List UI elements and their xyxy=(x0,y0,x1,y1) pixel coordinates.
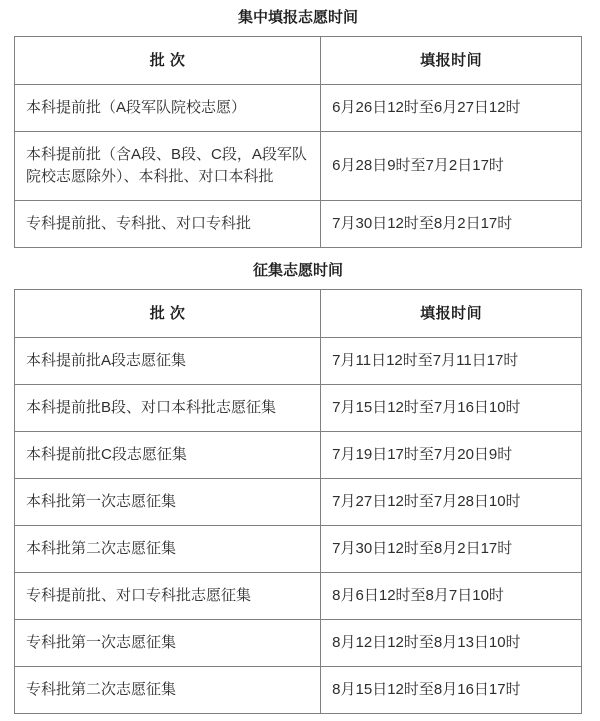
batch-cell: 本科批第二次志愿征集 xyxy=(15,526,321,573)
batch-cell: 本科提前批B段、对口本科批志愿征集 xyxy=(15,385,321,432)
time-cell: 8月6日12时至8月7日10时 xyxy=(321,573,582,620)
table-row xyxy=(15,338,582,385)
time-cell: 7月11日12时至7月11日17时 xyxy=(321,338,582,385)
section-centralized-schedule xyxy=(14,8,582,248)
batch-cell: 专科提前批、对口专科批志愿征集 xyxy=(15,573,321,620)
table-row xyxy=(15,620,582,667)
batch-cell: 本科提前批（A段军队院校志愿） xyxy=(15,85,321,132)
batch-column-header: 批 次 xyxy=(15,290,321,338)
batch-cell: 本科提前批（含A段、B段、C段，A段军队院校志愿除外）、本科批、对口本科批 xyxy=(15,132,321,201)
time-cell: 7月30日12时至8月2日17时 xyxy=(321,526,582,573)
section-collection-schedule xyxy=(14,261,582,714)
batch-cell: 本科提前批C段志愿征集 xyxy=(15,432,321,479)
collection-schedule-table xyxy=(14,289,582,714)
time-cell: 7月15日12时至7月16日10时 xyxy=(321,385,582,432)
table-row xyxy=(15,526,582,573)
batch-cell: 专科提前批、专科批、对口专科批 xyxy=(15,201,321,248)
time-cell: 8月15日12时至8月16日17时 xyxy=(321,667,582,714)
table-row xyxy=(15,479,582,526)
time-cell: 6月28日9时至7月2日17时 xyxy=(321,132,582,201)
collection-schedule-title: 征集志愿时间 xyxy=(252,262,343,279)
table-header-row xyxy=(15,290,582,338)
time-cell: 7月19日17时至7月20日9时 xyxy=(321,432,582,479)
batch-cell: 专科批第二次志愿征集 xyxy=(15,667,321,714)
table-header-row xyxy=(15,37,582,85)
centralized-schedule-title: 集中填报志愿时间 xyxy=(237,9,358,26)
batch-cell: 本科批第一次志愿征集 xyxy=(15,479,321,526)
batch-column-header: 批 次 xyxy=(15,37,321,85)
centralized-schedule-table xyxy=(14,36,582,248)
table-row xyxy=(15,85,582,132)
table-row xyxy=(15,385,582,432)
centralized-schedule-table-body xyxy=(15,85,582,248)
table-row xyxy=(15,432,582,479)
time-cell: 8月12日12时至8月13日10时 xyxy=(321,620,582,667)
table-row xyxy=(15,201,582,248)
batch-cell: 专科批第一次志愿征集 xyxy=(15,620,321,667)
table-row xyxy=(15,667,582,714)
time-column-header: 填报时间 xyxy=(321,37,582,85)
time-cell: 7月30日12时至8月2日17时 xyxy=(321,201,582,248)
batch-cell: 本科提前批A段志愿征集 xyxy=(15,338,321,385)
table-row xyxy=(15,132,582,201)
time-column-header: 填报时间 xyxy=(321,290,582,338)
collection-schedule-table-body xyxy=(15,338,582,714)
table-row xyxy=(15,573,582,620)
time-cell: 7月27日12时至7月28日10时 xyxy=(321,479,582,526)
time-cell: 6月26日12时至6月27日12时 xyxy=(321,85,582,132)
